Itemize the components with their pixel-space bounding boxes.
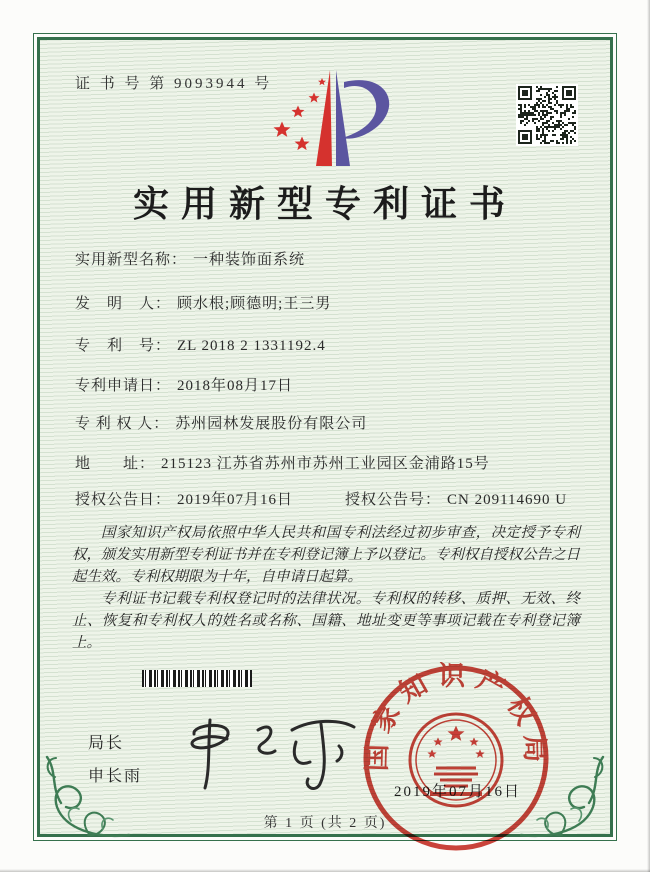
field-value: 一种装饰面系统 — [193, 252, 306, 268]
official-seal — [360, 662, 552, 854]
field-label: 地 址： — [75, 456, 156, 472]
field-value: CN 209114690 U — [447, 492, 568, 508]
field-value: 215123 江苏省苏州市苏州工业园区金浦路15号 — [161, 456, 490, 472]
cnipa-logo-icon — [258, 64, 398, 174]
field-row-grant-date — [75, 488, 568, 509]
svg-text:国家知识产权局 — [362, 662, 551, 772]
field-value: 顾水根;顾德明;王三男 — [177, 296, 332, 312]
field-label: 专利申请日： — [75, 378, 172, 394]
barcode — [142, 670, 252, 687]
field-row-name — [75, 248, 305, 269]
field-row-patent-number — [75, 334, 326, 355]
page-title: 实用新型专利证书 — [132, 184, 517, 224]
field-label: 专 利 号： — [75, 338, 172, 354]
seal-text: 国家知识产权局 — [361, 662, 551, 772]
field-value: 2019年07月16日 — [177, 492, 294, 508]
body-paragraph-2: 专利证书记载专利权登记时的法律状况。专利权的转移、质押、无效、终止、恢复和专利权人的姓名或名称、国籍、地址变更等事项记载在专利登记簿上。 — [72, 591, 580, 651]
field-row-address — [75, 452, 490, 473]
field-label: 实用新型名称： — [75, 252, 188, 268]
field-label: 授权公告日： — [75, 492, 172, 508]
director-name: 申长雨 — [88, 768, 143, 785]
certificate-body — [72, 522, 580, 654]
body-paragraph-1: 国家知识产权局依照中华人民共和国专利法经过初步审查，决定授予专利权，颁发实用新型专利证书并在专利登记簿上予以登记。专利权自授权公告之日起生效。专利权期限为十年，自申请日起算。 — [72, 525, 580, 585]
qr-code — [516, 84, 578, 146]
field-value: ZL 2018 2 1331192.4 — [177, 338, 326, 354]
field-label: 专 利 权 人： — [75, 416, 170, 432]
field-value: 2018年08月17日 — [177, 378, 294, 394]
certificate-number: 证 书 号 第 9093944 号 — [75, 76, 273, 92]
field-row-patentee — [75, 412, 367, 433]
field-label: 授权公告号： — [345, 492, 442, 508]
field-row-filing-date — [75, 374, 293, 395]
seal-date: 2019年07月16日 — [394, 784, 522, 800]
director-signature — [182, 708, 367, 793]
field-label: 发 明 人： — [75, 296, 172, 312]
director-title: 局长 — [88, 735, 125, 752]
page-footer: 第 1 页 (共 2 页) — [263, 816, 387, 831]
field-row-grant-number — [345, 488, 567, 509]
field-value: 苏州园林发展股份有限公司 — [175, 416, 368, 432]
field-row-inventor — [75, 292, 331, 313]
